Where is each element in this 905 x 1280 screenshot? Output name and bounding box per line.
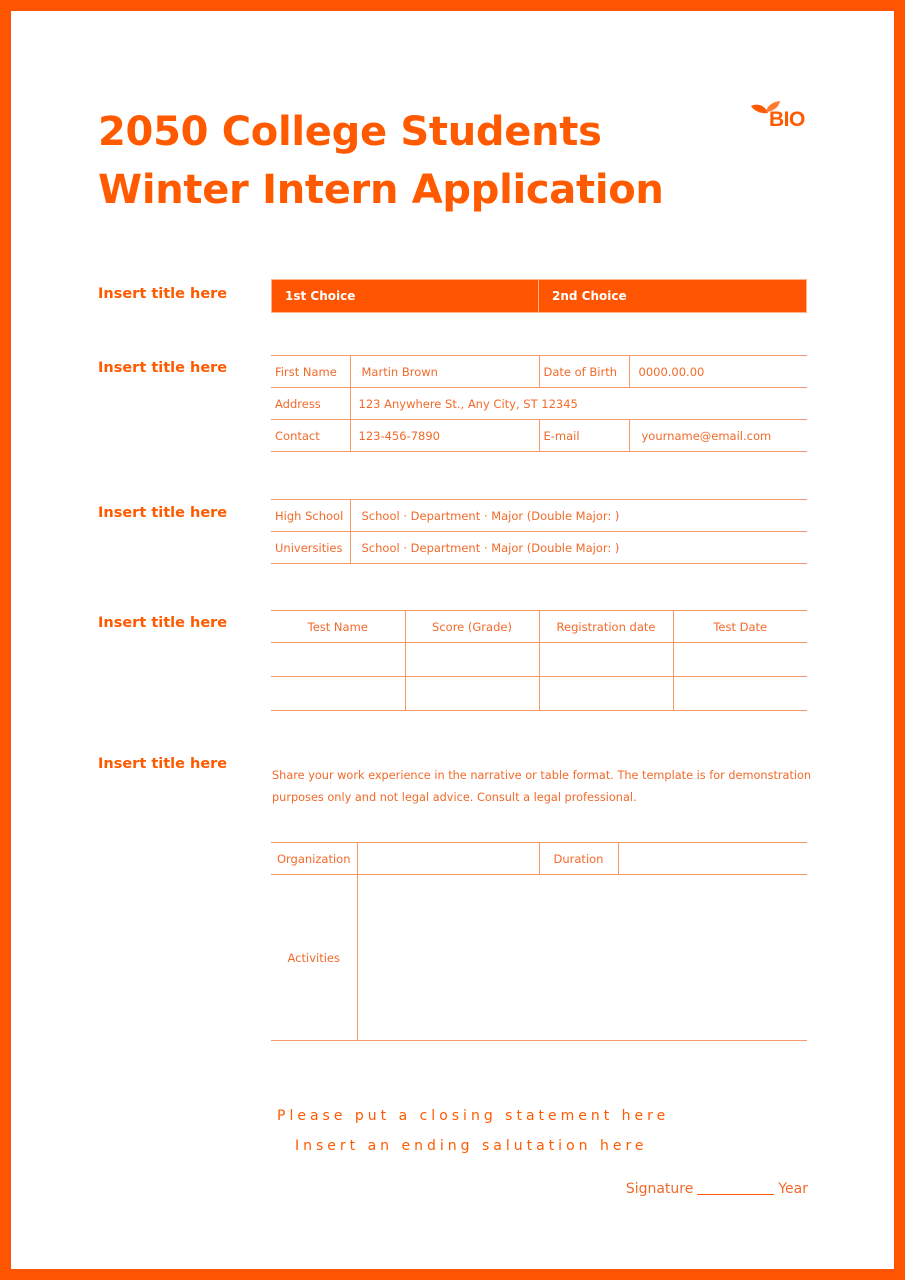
experience-note: Share your work experience in the narrative or table format. The template is for demonstration purposes only and not legal advice. Consult a legal professional. [272, 769, 812, 804]
section-title-personal: Insert title here [98, 360, 228, 376]
signature-label: Signature [625, 1181, 694, 1197]
signature-field[interactable] [697, 1194, 774, 1195]
activities-field[interactable] [357, 875, 807, 1041]
test-cell[interactable] [405, 643, 539, 677]
activities-label: Activities [271, 875, 357, 1041]
year-label: Year [778, 1181, 808, 1197]
title-line-1: 2050 College Students [98, 109, 602, 155]
application-page [11, 11, 894, 1269]
test-cell[interactable] [673, 643, 807, 677]
education-table [271, 499, 807, 564]
title-line-2: Winter Intern Application [98, 167, 664, 213]
contact-label: Contact [271, 420, 350, 452]
section-title-education: Insert title here [98, 505, 228, 521]
col-test-date: Test Date [673, 611, 807, 643]
high-school-label: High School [271, 500, 350, 532]
table-row [271, 356, 807, 388]
col-score: Score (Grade) [405, 611, 539, 643]
duration-label: Duration [539, 843, 618, 875]
organization-field[interactable] [357, 843, 539, 875]
email-field[interactable]: yourname@email.com [629, 420, 807, 452]
universities-label: Universities [271, 532, 350, 564]
second-choice-cell[interactable]: 2nd Choice [539, 280, 807, 313]
test-cell[interactable] [271, 643, 405, 677]
table-row [271, 388, 807, 420]
section-title-choice: Insert title here [98, 286, 228, 302]
contact-field[interactable]: 123-456-7890 [350, 420, 539, 452]
table-row [271, 532, 807, 564]
email-label: E-mail [539, 420, 629, 452]
table-row [271, 643, 807, 677]
personal-info-table [271, 355, 807, 452]
high-school-field[interactable]: School · Department · Major (Double Major: ) [350, 500, 807, 532]
experience-table [271, 842, 807, 1041]
organization-label: Organization [271, 843, 357, 875]
col-test-name: Test Name [271, 611, 405, 643]
test-table [271, 610, 807, 711]
table-header-row [271, 611, 807, 643]
table-row [271, 420, 807, 452]
address-field[interactable]: 123 Anywhere St., Any City, ST 12345 [350, 388, 807, 420]
table-row [271, 677, 807, 711]
test-cell[interactable] [405, 677, 539, 711]
address-label: Address [271, 388, 350, 420]
test-cell[interactable] [539, 643, 673, 677]
section-title-tests: Insert title here [98, 615, 228, 631]
signature-line [626, 1181, 808, 1197]
page-title [98, 103, 664, 219]
duration-field[interactable] [618, 843, 807, 875]
section-title-experience: Insert title here [98, 756, 228, 772]
test-cell[interactable] [271, 677, 405, 711]
logo-text: BIO [769, 108, 805, 131]
first-name-label: First Name [271, 356, 350, 388]
test-cell[interactable] [539, 677, 673, 711]
col-registration-date: Registration date [539, 611, 673, 643]
dob-label: Date of Birth [539, 356, 629, 388]
table-row [271, 843, 807, 875]
closing-statement: Please put a closing statement here [277, 1108, 670, 1124]
table-row [271, 875, 807, 1041]
ending-salutation: Insert an ending salutation here [295, 1138, 648, 1154]
table-row [271, 500, 807, 532]
first-choice-cell[interactable]: 1st Choice [272, 280, 539, 313]
dob-field[interactable]: 0000.00.00 [629, 356, 807, 388]
first-name-field[interactable]: Martin Brown [350, 356, 539, 388]
choice-table [271, 279, 807, 313]
universities-field[interactable]: School · Department · Major (Double Major: ) [350, 532, 807, 564]
test-cell[interactable] [673, 677, 807, 711]
logo [749, 99, 813, 139]
